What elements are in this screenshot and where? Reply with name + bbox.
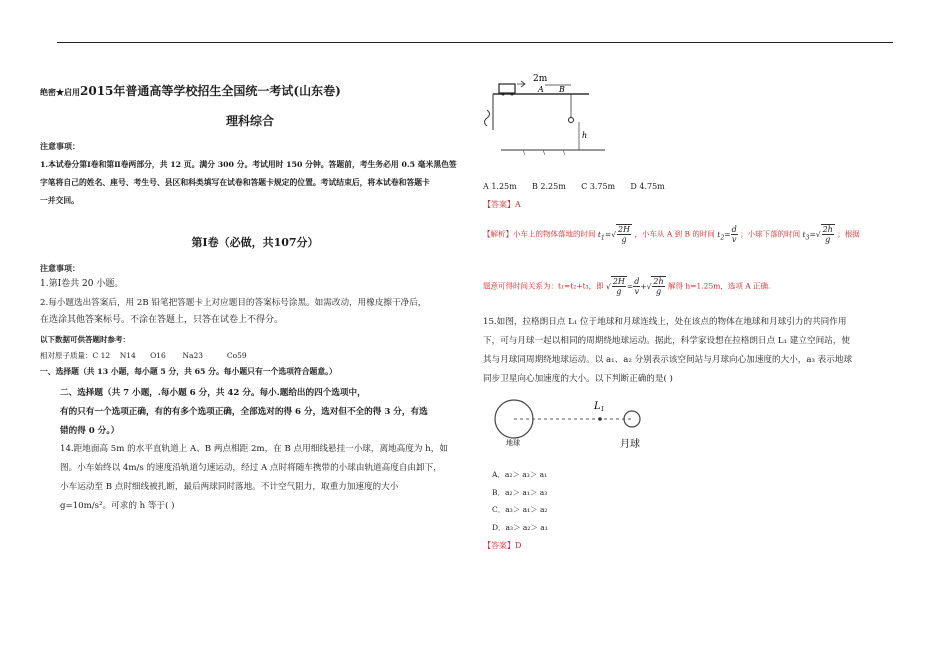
equals-sign: = <box>626 281 634 291</box>
q14-h-label: h <box>582 131 588 140</box>
frac-denominator: v <box>731 235 737 244</box>
q14-answer: 【答案】A <box>483 200 521 209</box>
formula-t2 <box>717 225 737 244</box>
frac-denominator: g <box>655 287 662 296</box>
q15-line-3: 其与月球同周期绕地球运动。以 a₁、a₂ 分别表示该空间站与月球向心加速度的大小，a₃ 表示地球 <box>483 355 853 365</box>
formula-t1: $t_1=√$ $\frac{2H}{g}$ <box>597 225 631 244</box>
plus-sign: + <box>640 281 647 291</box>
exam-subtitle: 理科综合 <box>225 114 274 128</box>
secret-label: 绝密★启用 <box>40 87 80 97</box>
lagrange-point-icon <box>598 417 602 421</box>
equals-sign: = <box>604 229 612 239</box>
q15-option-c: C．a₃＞ a₁＞ a₂ <box>492 505 548 514</box>
frac-numerator: 2h <box>822 225 833 234</box>
q15-options <box>492 466 548 536</box>
part1-heading: 一、选择题（共 13 小题，每小题 5 分，共 65 分。每小题只有一个选项符合题意。） <box>40 367 337 376</box>
q14-analysis-end: ；根据 <box>837 229 860 239</box>
formula-t3: $t_3=√$ $\frac{2h}{g}$ <box>802 225 833 244</box>
frac-numerator: 2H <box>612 277 625 286</box>
q14-option-d: D 4.75m <box>630 182 665 191</box>
q15-answer: 【答案】D <box>483 541 522 550</box>
notice-line-2: 字笔将自己的姓名、座号、考生号、县区和科类填写在试卷和答题卡规定的位置。考试结束后，将本试卷和答题卡 <box>40 178 430 187</box>
section1-rule-2a: 2.每小题选出答案后，用 2B 铅笔把答题卡上对应题目的答案标号涂黑。如需改动，用橡皮擦干净后， <box>40 298 427 308</box>
q15-stem <box>483 313 852 389</box>
q15-line-1: 15.如图，拉格朗日点 L₁ 位于地球和月球连线上，处在该点的物体在地球和月球引力的共同作用 <box>483 317 847 327</box>
q14-analysis-head: 【解析】小车上的物体落地的时间 <box>483 229 596 239</box>
equals-sign: = <box>809 229 816 239</box>
exam-title-line <box>40 80 341 99</box>
notice-body <box>40 156 470 210</box>
l1-letter: L <box>594 401 601 412</box>
atomic-masses: 相对原子质量：C 12 N14 O16 Na23 Co59 <box>40 351 247 360</box>
q14-options <box>483 181 665 193</box>
q14-relation-text: 题意可得时间关系为：t₁=t₂+t₃，即 <box>483 281 604 291</box>
cart-wheel-icon <box>511 93 514 96</box>
section1-rule-2 <box>40 295 470 329</box>
frac-numerator: 2h <box>653 277 664 286</box>
t1-subscript: 1 <box>600 234 605 241</box>
l1-subscript: 1 <box>600 406 605 413</box>
notice-line-3: 一并交回。 <box>40 196 79 205</box>
q14-analysis-mid1: ，小车从 A 到 B 的时间 <box>634 229 715 239</box>
part2-line-3: 错的得 0 分。） <box>60 426 120 436</box>
frac-denominator: g <box>616 287 622 296</box>
q14-option-b: B 2.25m <box>531 182 566 191</box>
cart-wheel-icon <box>502 93 505 96</box>
t3-subscript: 3 <box>805 234 810 241</box>
t2-subscript: 2 <box>720 234 725 241</box>
q14-option-c: C 3.75m <box>581 182 616 191</box>
q15-option-d: D．a₃＞ a₂＞ a₁ <box>492 522 548 532</box>
notice-line-1: 1.本试卷分第Ⅰ卷和第Ⅱ卷两部分，共 12 页。满分 300 分。考试用时 150 分钟。答题前，考生务必用 0.5 毫米黑色签 <box>40 160 457 169</box>
velocity-arrow-icon <box>517 81 525 87</box>
section1-notice-heading: 注意事项： <box>40 263 80 273</box>
atomic-heading: 以下数据可供答题时参考： <box>40 335 130 344</box>
q15-l1-label <box>593 401 604 413</box>
q14-figure <box>483 70 613 165</box>
q14-relation <box>483 276 770 296</box>
q15-line-2: 下，可与月球一起以相同的周期绕地球运动。据此，科学家设想在拉格朗日点 L₁ 建立空间站，使 <box>483 336 850 346</box>
frac-denominator: g <box>621 235 627 244</box>
cart-icon <box>499 84 515 93</box>
section1-rule-2b: 在选涂其他答案标号。不涂在答题上，只答在试卷上不得分。 <box>40 315 284 325</box>
header-rule <box>57 42 893 43</box>
exam-title: 2015年普通高等学校招生全国统一考试(山东卷) <box>80 84 341 98</box>
q14-line-4: g=10m/s²。可求的 h 等于( ) <box>60 501 175 511</box>
notice-heading: 注意事项： <box>40 141 80 151</box>
q14-analysis <box>483 224 893 244</box>
q14-line-1: 14.距地面高 5m 的水平直轨道上 A、B 两点相距 2m，在 B 点用细线悬挂一小球，离地高度为 h，如 <box>60 444 448 454</box>
q15-moon-label: 月球 <box>620 439 640 450</box>
q14-point-b: B <box>559 85 565 94</box>
q14-option-a: A 1.25m <box>483 182 517 191</box>
t1-symbol: t <box>597 229 601 239</box>
q14-analysis-mid2: ；小球下落的时间 <box>740 229 801 239</box>
q14-dist-label: 2m <box>533 74 548 84</box>
q14-stem <box>60 440 448 516</box>
frac-numerator: d <box>731 225 737 234</box>
q14-line-2: 图。小车始终以 4m/s 的速度沿轨道匀速运动，经过 A 点时将随车携带的小球由轨道高度自由卸下， <box>60 463 442 473</box>
ground-hatch <box>523 150 565 155</box>
ball-icon <box>569 118 574 123</box>
q15-line-4: 同步卫星向心加速度的大小。以下判断正确的是( ) <box>483 374 673 384</box>
part2-heading <box>60 384 428 441</box>
part2-line-1: 二、选择题（共 7 小题，.每小题 6 分，共 42 分。每小.题给出的四个选项中， <box>60 388 366 398</box>
frac-denominator: g <box>825 235 831 244</box>
section1-rule-1: 1.第Ⅰ卷共 20 小题。 <box>40 279 124 289</box>
q15-figure <box>490 395 670 455</box>
frac-denominator: v <box>634 287 640 296</box>
q14-point-a: A <box>538 85 544 94</box>
part2-line-2: 有的只有一个选项正确，有的有多个选项正确，全部选对的得 6 分，选对但不全的得 3 分，有选 <box>60 407 428 417</box>
t2-symbol: t <box>717 229 721 239</box>
q15-option-b: B．a₂＞ a₁＞ a₃ <box>492 487 548 497</box>
formula-relation: √ $\frac{2H}{g}$ = $\frac{d}{v}$ +√ $\frac{2h}{g}$ <box>606 277 664 296</box>
frac-numerator: d <box>634 277 640 286</box>
section1-title: 第Ⅰ卷（必做，共107分） <box>191 236 319 249</box>
q15-option-a: A．a₂＞ a₃＞ a₁ <box>492 470 548 479</box>
q14-solve-text: 解得 h=1.25m，选项 A 正确. <box>668 281 771 291</box>
equals-sign: = <box>724 229 731 239</box>
q15-earth-label: 地球 <box>506 439 520 447</box>
frac-numerator: 2H <box>617 225 631 234</box>
q14-line-3: 小车运动至 B 点时细线被扎断，最后两球同时落地。不计空气阻力，取重力加速度的大小 <box>60 482 399 492</box>
t3-symbol: t <box>802 229 806 239</box>
support-curl <box>485 110 490 126</box>
